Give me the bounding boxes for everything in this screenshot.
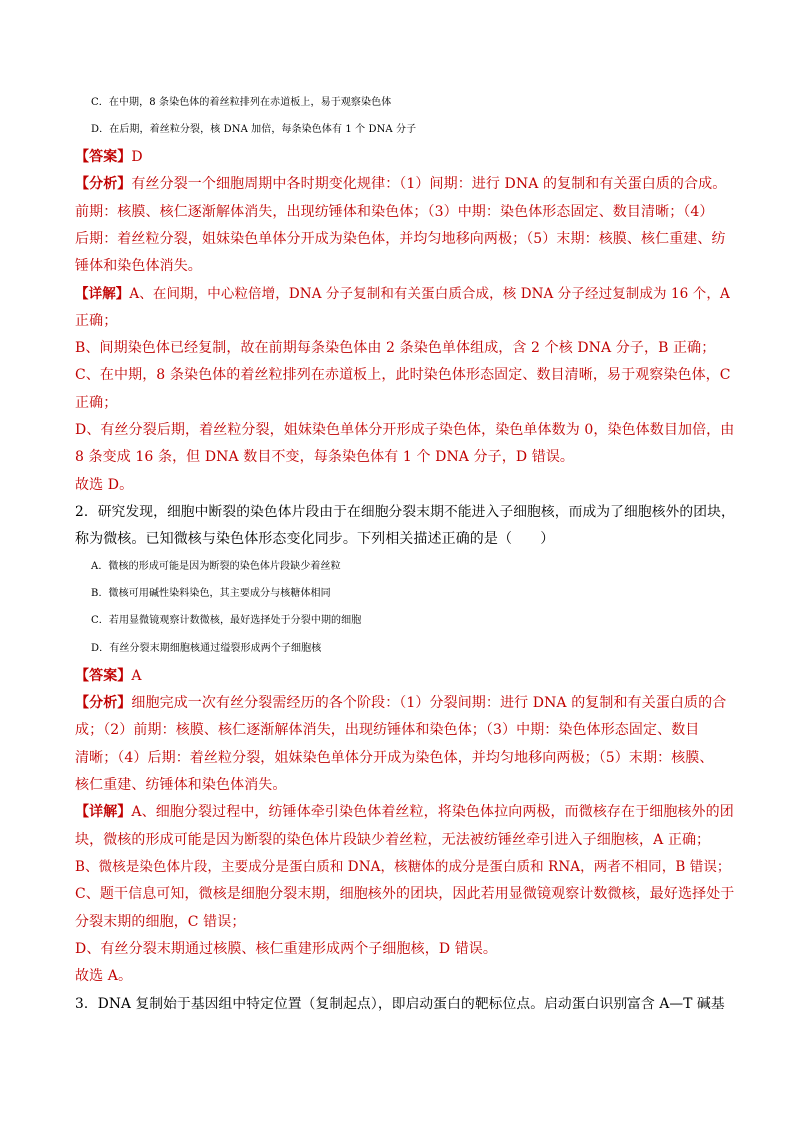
q2-conclusion: 故选 A。 [75,968,133,984]
q1-conclusion: 故选 D。 [75,477,134,493]
q1-detail-line: D、有丝分裂后期，着丝粒分裂，姐妹染色单体分开形成子染色体，染色单体数为 0，染色体数目加倍，由 [75,422,735,438]
q2-stem-line: 2．研究发现，细胞中断裂的染色体片段由于在细胞分裂末期不能进入子细胞核，而成为了细胞核外的团块， [75,504,735,520]
q2-analysis-line: 核仁重建、纺锤体和染色体消失。 [75,777,287,793]
q2-detail-line: 【详解】A、细胞分裂过程中，纺锤体牵引染色体着丝粒，将染色体拉向两极，而微核存在于细胞核外的团 [75,804,734,820]
q2-option-c: C．若用显微镜观察计数微核，最好选择处于分裂中期的细胞 [91,615,362,626]
q2-option-d: D．有丝分裂末期细胞核通过缢裂形成两个子细胞核 [91,643,322,654]
q2-analysis-line: 【分析】细胞完成一次有丝分裂需经历的各个阶段：（1）分裂间期：进行 DNA 的复制和有关蛋白质的合 [75,695,727,711]
q2-detail-line: 分裂末期的细胞，C 错误； [75,914,246,930]
answer-value: D [131,149,143,165]
answer-tag: 【答案】 [75,149,132,165]
q1-analysis-line: 【分析】有丝分裂一个细胞周期中各时期变化规律：（1）间期：进行 DNA 的复制和有关蛋白质的合成。 [75,176,727,192]
q2-detail-line: D、有丝分裂末期通过核膜、核仁重建形成两个子细胞核，D 错误。 [75,941,497,957]
q2-option-a: A．微核的形成可能是因为断裂的染色体片段缺少着丝粒 [91,561,341,572]
q1-option-d: D．在后期，着丝粒分裂，核 DNA 加倍，每条染色体有 1 个 DNA 分子 [91,124,417,135]
q1-detail-line: C、在中期，8 条染色体的着丝粒排列在赤道板上，此时染色体形态固定、数目清晰，易于观察染色体，C [75,367,731,383]
q1-detail-line: 正确； [75,395,118,411]
detail-tag: 【详解】 [75,286,130,302]
q2-detail-line: B、微核是染色体片段，主要成分是蛋白质和 DNA，核糖体的成分是蛋白质和 RNA，两者不相同，B 错误； [75,859,731,875]
q1-detail-line: B、间期染色体已经复制，故在前期每条染色体由 2 条染色单体组成，含 2 个核 DNA 分子，B 正确； [75,340,716,356]
answer-tag: 【答案】 [75,668,132,684]
q1-option-c: C．在中期，8 条染色体的着丝粒排列在赤道板上，易于观察染色体 [91,97,392,108]
q2-detail-line: 块，微核的形成可能是因为断裂的染色体片段缺少着丝粒，无法被纺锤丝牵引进入子细胞核，A 正确； [75,832,711,848]
detail-tag: 【详解】 [75,804,132,820]
q1-detail-line: 8 条变成 16 条，但 DNA 数目不变，每条染色体有 1 个 DNA 分子，D 错误。 [75,449,575,465]
q1-detail-line: 【详解】A、在间期，中心粒倍增，DNA 分子复制和有关蛋白质合成，核 DNA 分子经过复制成为 16 个，A [75,286,730,302]
q2-answer [75,667,735,685]
q2-analysis-line: 清晰；（4）后期：着丝粒分裂，姐妹染色单体分开成为染色体，并均匀地移向两极；（5）末期：核膜、 [75,750,714,766]
q1-analysis-line: 前期：核膜、核仁逐渐解体消失，出现纺锤体和染色体；（3）中期：染色体形态固定、数目清晰；（4） [75,204,714,220]
q3-stem-line: 3．DNA 复制始于基因组中特定位置（复制起点），即启动蛋白的靶标位点。启动蛋白识别富含 A—T 碱基 [75,996,725,1012]
q1-analysis-line: 后期：着丝粒分裂，姐妹染色单体分开成为染色体，并均匀地移向两极；（5）末期：核膜、核仁重建、纺 [75,231,726,247]
q1-analysis-line: 锤体和染色体消失。 [75,258,202,274]
analysis-tag: 【分析】 [75,176,132,192]
q1-detail-line: 正确； [75,313,118,329]
q1-answer [75,148,735,166]
q2-option-b: B．微核可用碱性染料染色，其主要成分与核糖体相同 [91,588,331,599]
answer-value: A [131,668,142,684]
q2-analysis-line: 成；（2）前期：核膜、核仁逐渐解体消失，出现纺锤体和染色体；（3）中期：染色体形态固定、数目 [75,722,700,738]
q2-detail-line: C、题干信息可知，微核是细胞分裂末期，细胞核外的团块，因此若用显微镜观察计数微核，最好选择处于 [75,886,735,902]
q2-stem-line: 称为微核。已知微核与染色体形态变化同步。下列相关描述正确的是（ ） [75,531,555,547]
analysis-tag: 【分析】 [75,695,132,711]
